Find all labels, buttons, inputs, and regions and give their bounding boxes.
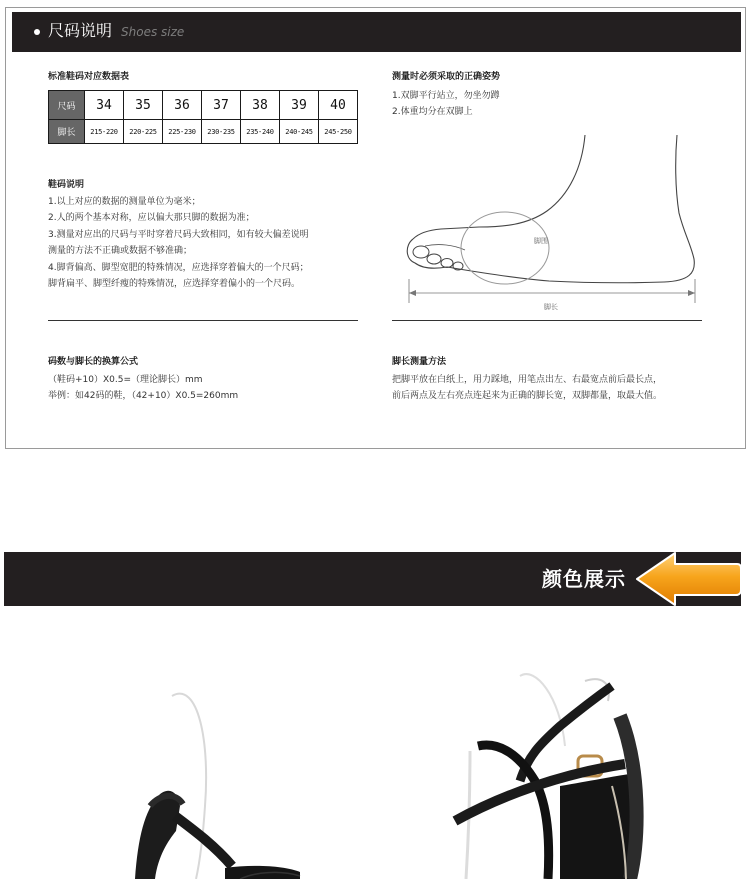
size-cell: 34 — [85, 91, 124, 120]
shoe-product-photo — [0, 606, 750, 879]
posture-title: 测量时必须采取的正确姿势 — [392, 72, 501, 82]
girth-label: 脚围 — [534, 237, 548, 245]
shoe-note-line: 测量的方法不正确或数据不够准确； — [48, 246, 193, 256]
length-cell: 235-240 — [241, 120, 280, 144]
size-row — [49, 91, 358, 120]
size-cell: 37 — [202, 91, 241, 120]
shoe-notes-title: 鞋码说明 — [48, 180, 85, 190]
posture-note-line: 2.体重均分在双脚上 — [392, 107, 473, 117]
formula-line: （鞋码+10）X0.5=（理论脚长）mm — [48, 375, 203, 385]
length-cell: 225-230 — [163, 120, 202, 144]
length-row — [49, 120, 358, 144]
size-row-label: 尺码 — [49, 91, 85, 120]
size-cell: 38 — [241, 91, 280, 120]
size-cell: 35 — [124, 91, 163, 120]
method-title: 脚长测量方法 — [392, 357, 447, 367]
bullet-dot-icon — [34, 29, 40, 35]
length-cell: 215-220 — [85, 120, 124, 144]
left-arrow-icon — [633, 552, 741, 606]
shoe-note-line: 1.以上对应的数据的测量单位为毫米； — [48, 197, 201, 207]
size-cell: 39 — [280, 91, 319, 120]
size-header-bar — [12, 12, 741, 52]
length-cell: 220-225 — [124, 120, 163, 144]
size-cell: 40 — [319, 91, 358, 120]
size-cell: 36 — [163, 91, 202, 120]
table-title: 标准鞋码对应数据表 — [48, 72, 130, 82]
divider-left — [48, 320, 358, 321]
method-line: 把脚平放在白纸上，用力踩地，用笔点出左、右最宽点前后最长点， — [392, 375, 663, 385]
color-header-title: 颜色展示 — [542, 567, 626, 591]
shoe-note-line: 2.人的两个基本对称，应以偏大那只脚的数据为准； — [48, 213, 255, 223]
size-table — [48, 90, 358, 144]
shoe-note-line: 脚背扁平、脚型纤瘦的特殊情况，应选择穿着偏小的一个尺码。 — [48, 279, 301, 289]
foot-measurement-illustration — [399, 133, 707, 315]
shoe-note-line: 3.测量对应出的尺码与平时穿着尺码大致相同，如有较大偏差说明 — [48, 230, 309, 240]
formula-line: 举例：如42码的鞋，（42+10）X0.5=260mm — [48, 391, 239, 401]
divider-right — [392, 320, 702, 321]
posture-note-line: 1.双脚平行站立，勿坐勿蹲 — [392, 91, 500, 101]
method-line: 前后两点及左右亮点连起来为正确的脚长宽，双脚都量，取最大值。 — [392, 391, 663, 401]
length-cell: 245-250 — [319, 120, 358, 144]
size-header-subtitle: Shoes size — [121, 25, 185, 39]
size-header-title: 尺码说明 — [48, 21, 113, 40]
length-row-label: 脚长 — [49, 120, 85, 144]
shoe-note-line: 4.脚背偏高、脚型宽肥的特殊情况，应选择穿着偏大的一个尺码； — [48, 263, 309, 273]
formula-title: 码数与脚长的换算公式 — [48, 357, 139, 367]
length-cell: 230-235 — [202, 120, 241, 144]
color-header-bar — [4, 552, 741, 606]
size-chart-panel — [5, 7, 746, 449]
length-cell: 240-245 — [280, 120, 319, 144]
length-label: 脚长 — [544, 303, 558, 311]
